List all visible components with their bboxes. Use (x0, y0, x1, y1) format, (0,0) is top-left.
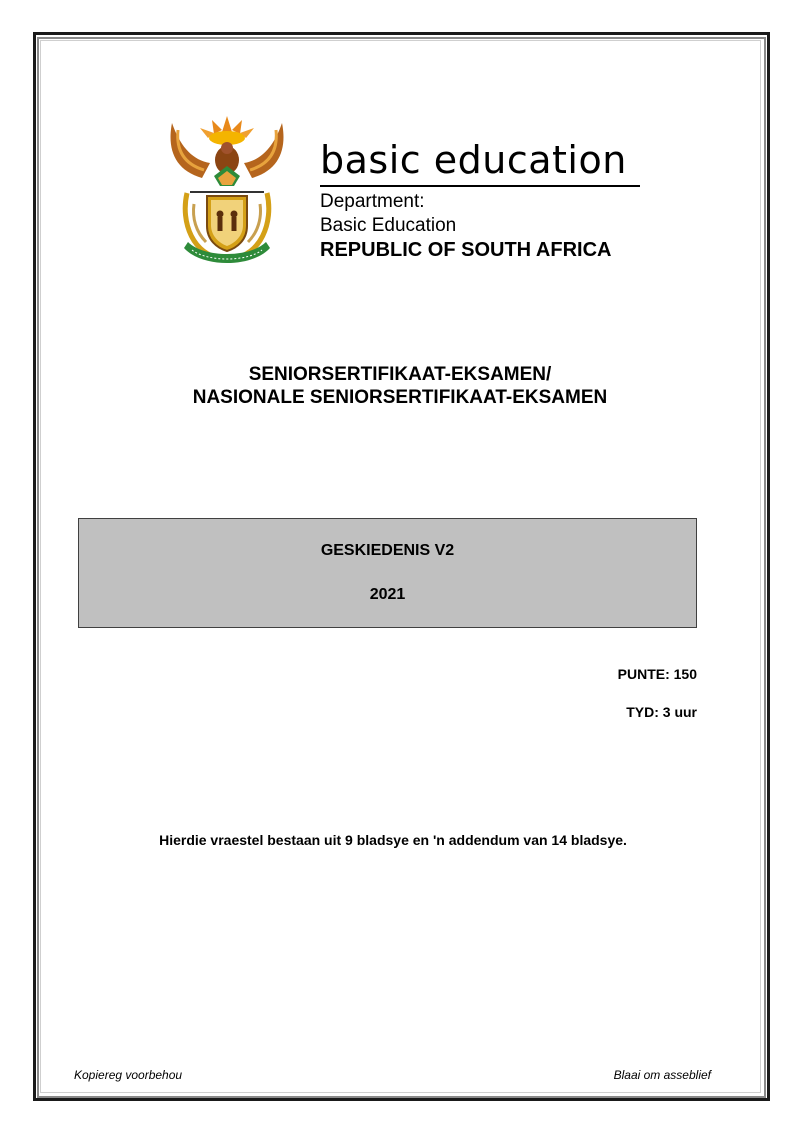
exam-title-line2: NASIONALE SENIORSERTIFIKAAT-EKSAMEN (192, 387, 608, 408)
exam-title-line1: SENIORSERTIFIKAAT-EKSAMEN/ (248, 364, 552, 385)
footer-copyright: Kopiereg voorbehou (74, 1068, 183, 1082)
coat-of-arms-logo (162, 108, 292, 273)
sun-icon (200, 116, 254, 145)
country-name: REPUBLIC OF SOUTH AFRICA (320, 239, 612, 261)
shield-icon (207, 196, 247, 251)
brand-title: basic education (320, 138, 627, 182)
time-label: TYD: 3 uur (626, 704, 697, 720)
marks-label: PUNTE: 150 (617, 666, 697, 682)
department-label: Department: (320, 191, 425, 212)
subject-box (78, 518, 697, 628)
subject-year: 2021 (369, 586, 406, 603)
department-name: Basic Education (320, 215, 457, 236)
department-branding (320, 138, 650, 262)
paper-info: Hierdie vraestel bestaan uit 9 bladsye en 'n addendum van 14 bladsye. (159, 832, 627, 848)
subject-name: GESKIEDENIS V2 (320, 542, 455, 559)
brand-rule (320, 185, 640, 187)
footer-turn-over: Blaai om asseblief (613, 1068, 711, 1082)
